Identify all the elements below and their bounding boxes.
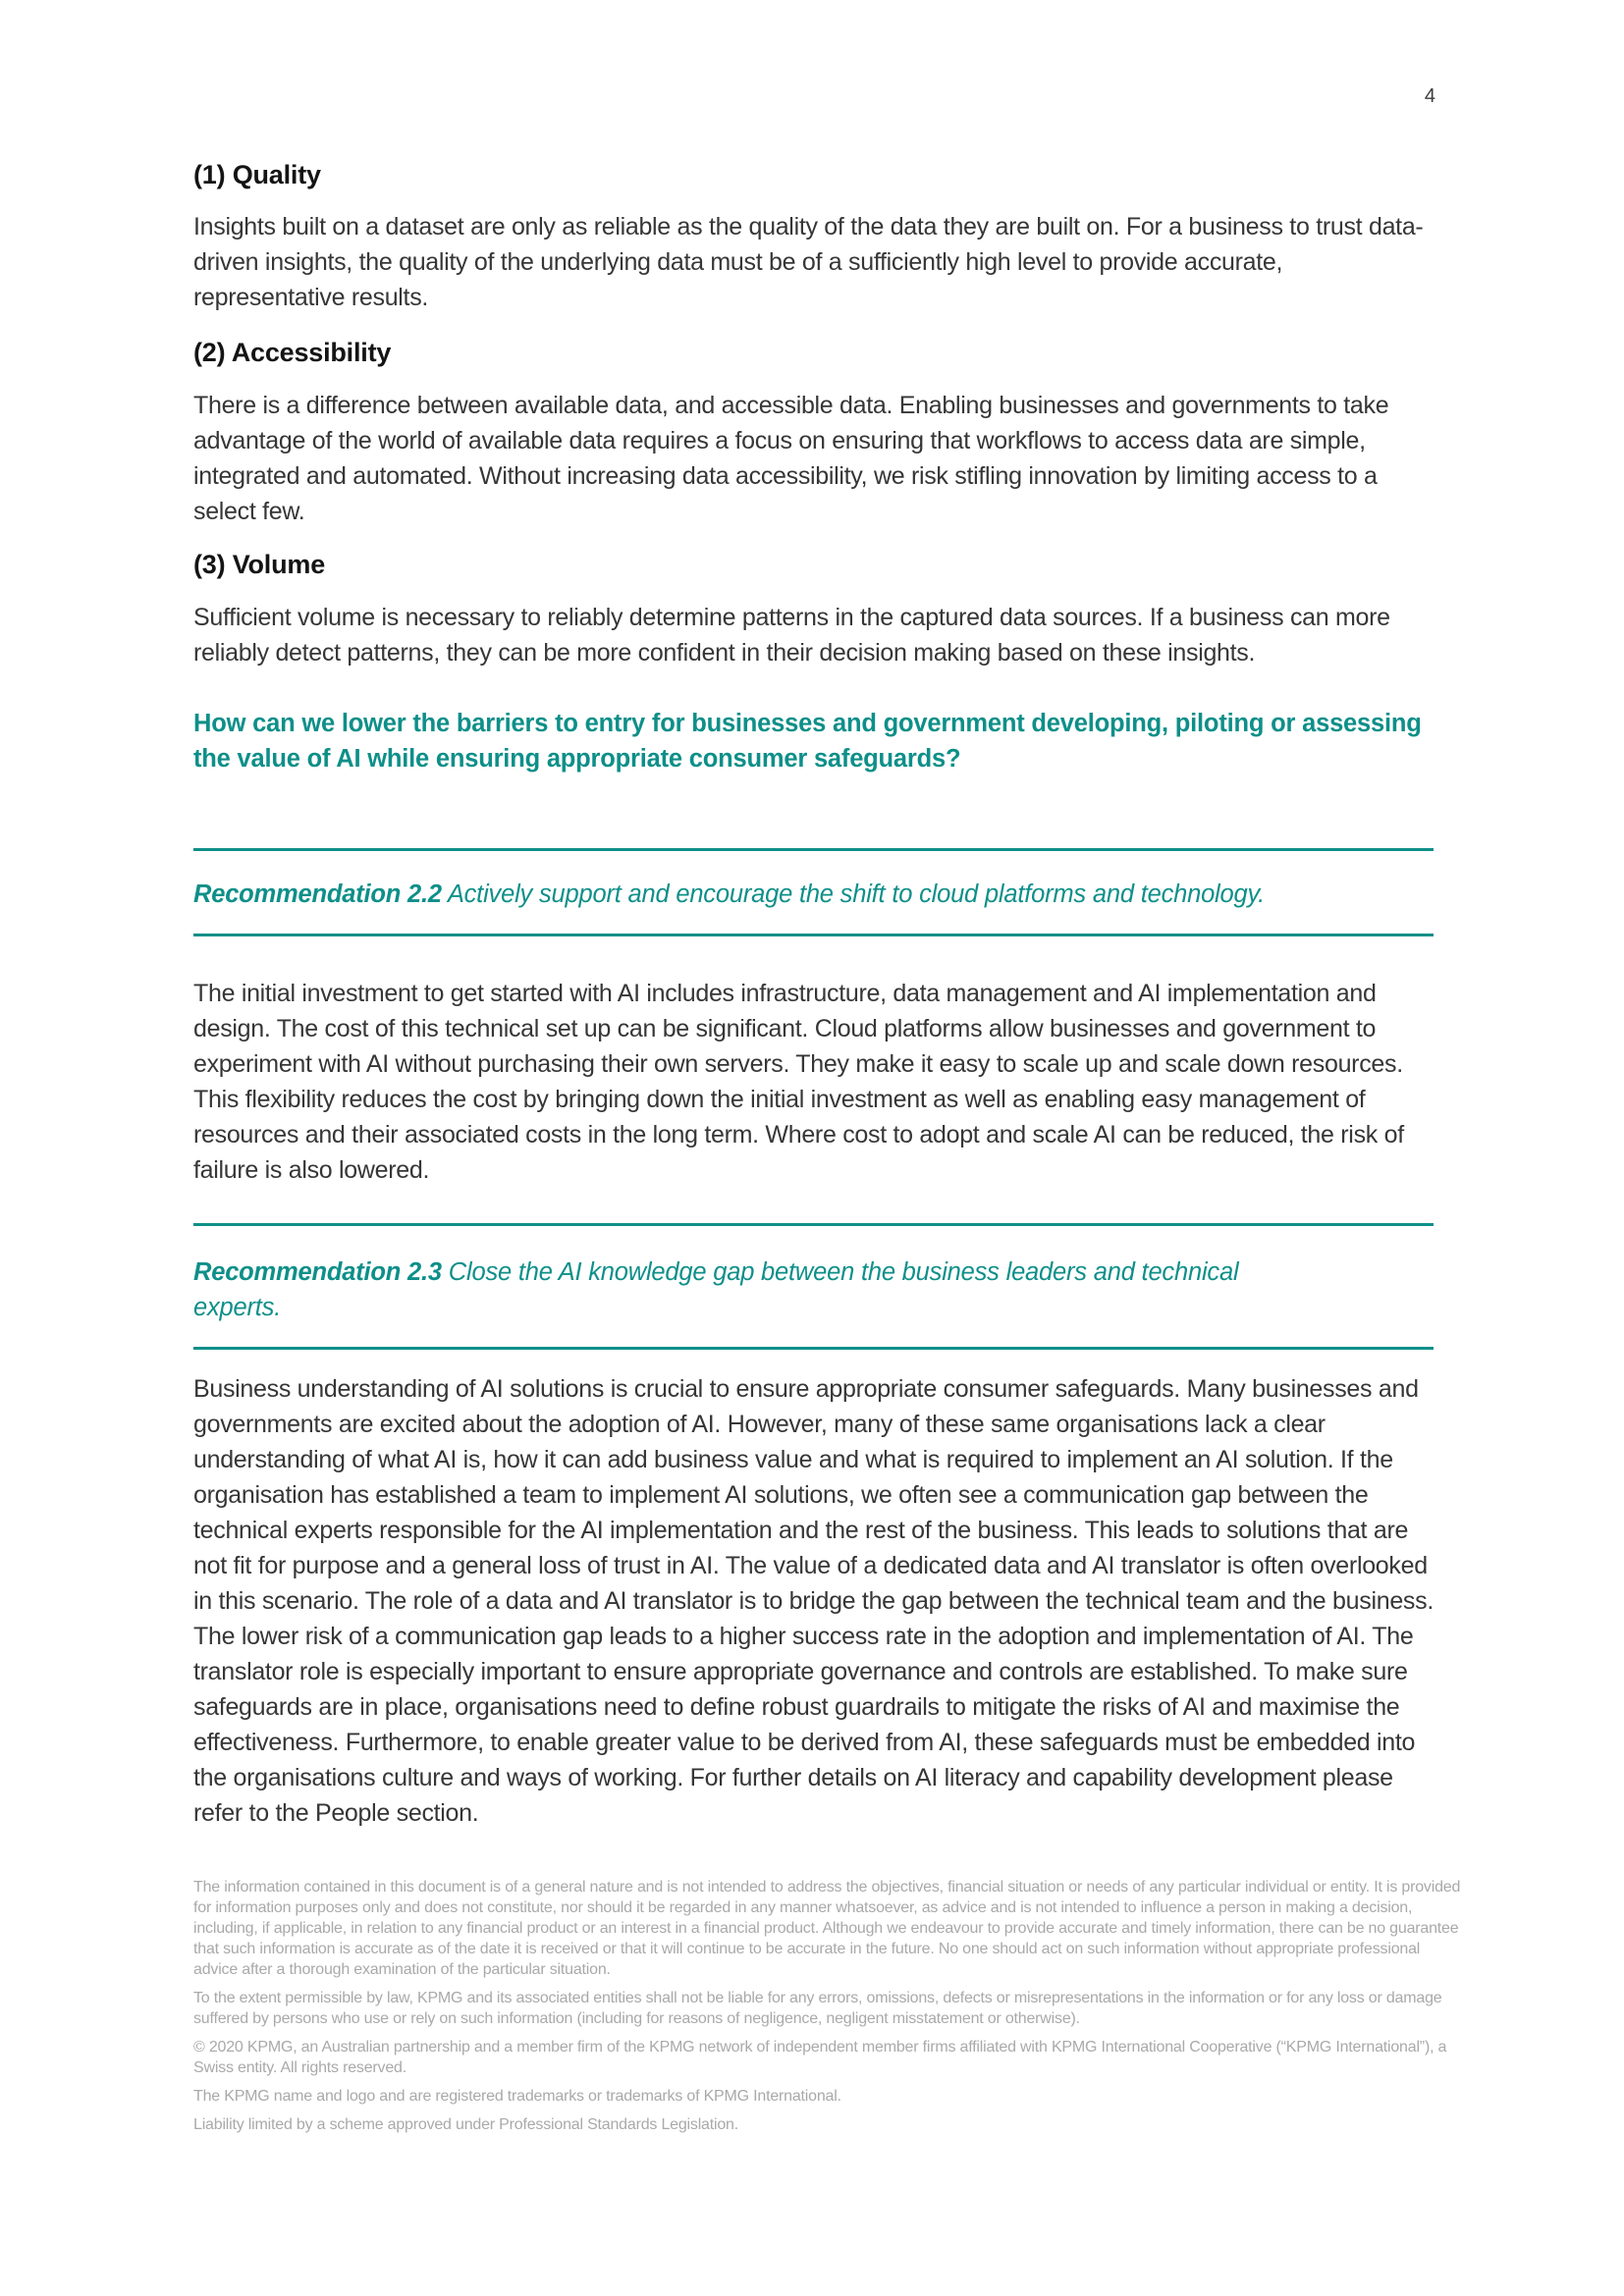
page-content: [193, 0, 1461, 2135]
divider-bottom-rec-2-2: [193, 934, 1434, 936]
footer-disclaimer-liability: To the extent permissible by law, KPMG and its associated entities shall not be liable for any errors, omissions, defects or misrepresentations in the information or for any loss or damage suffered by persons who use or rely on such information (including for reasons of negligence, negligent misstatement or otherwise).: [193, 1990, 1442, 2027]
recommendation-2-3-title: Close the AI knowledge gap between the business leaders and technical experts.: [193, 1258, 1239, 1321]
footer-trademark: The KPMG name and logo and are registered trademarks or trademarks of KPMG International.: [193, 2088, 841, 2105]
key-question: How can we lower the barriers to entry for businesses and government developing, piloting or assessing the value of AI while ensuring appropriate consumer safeguards?: [193, 710, 1422, 773]
paragraph-accessibility: There is a difference between available data, and accessible data. Enabling businesses and governments to take advantage of the world of available data requires a focus on ensuring that workflows to access data are simple, integrated and automated. Without increasing data accessibility, we risk stifling innovation by limiting access to a select few.: [193, 392, 1389, 525]
page-number: 4: [1424, 85, 1435, 107]
paragraph-quality: Insights built on a dataset are only as reliable as the quality of the data they are built on. For a business to trust data-driven insights, the quality of the underlying data must be of a sufficiently high level to provide accurate, representative results.: [193, 213, 1424, 311]
heading-quality: (1) Quality: [193, 160, 321, 189]
recommendation-2-2-heading: [193, 877, 1434, 912]
footer-disclaimer-general: The information contained in this document is of a general nature and is not intended to address the objectives, financial situation or needs of any particular individual or entity. It is provided for information purposes only and does not constitute, nor should it be regarded in any manner whatsoever, as advice and is not intended to influence a person in making a decision, including, if applicable, in relation to any financial product or an interest in a financial product. Although we endeavour to provide accurate and timely information, there can be no guarantee that such information is accurate as of the date it is received or that it will continue to be accurate in the future. No one should act on such information without appropriate professional advice after a thorough examination of the particular situation.: [193, 1879, 1461, 1978]
recommendation-2-2-label: Recommendation 2.2: [193, 881, 442, 908]
divider-top-rec-2-3: [193, 1223, 1434, 1226]
recommendation-2-3-label: Recommendation 2.3: [193, 1258, 442, 1286]
recommendation-2-3-heading: [193, 1255, 1293, 1325]
divider-top-rec-2-2: [193, 848, 1434, 851]
legal-footer: [193, 1877, 1462, 2135]
paragraph-volume: Sufficient volume is necessary to reliably determine patterns in the captured data sources. If a business can more reliably detect patterns, they can be more confident in their decision making based on these insights.: [193, 604, 1390, 667]
footer-copyright: © 2020 KPMG, an Australian partnership and a member firm of the KPMG network of independent member firms affiliated with KPMG International Cooperative (“KPMG International”), a Swiss entity. All rights reserved.: [193, 2039, 1447, 2076]
divider-bottom-rec-2-3: [193, 1347, 1434, 1350]
paragraph-rec-2-3: Business understanding of AI solutions is crucial to ensure appropriate consumer safeguards. Many businesses and governments are excited about the adoption of AI. However, many of these same organisations lack a clear understanding of what AI is, how it can add business value and what is required to implement an AI solution. If the organisation has established a team to implement AI solutions, we often see a communication gap between the technical experts responsible for the AI implementation and the rest of the business. This leads to solutions that are not fit for purpose and a general loss of trust in AI. The value of a dedicated data and AI translator is often overlooked in this scenario. The role of a data and AI translator is to bridge the gap between the technical team and the business. The lower risk of a communication gap leads to a higher success rate in the adoption and implementation of AI. The translator role is especially important to ensure appropriate governance and controls are established. To make sure safeguards are in place, organisations need to define robust guardrails to mitigate the risks of AI and maximise the effectiveness. Furthermore, to enable greater value to be derived from AI, these safeguards must be embedded into the organisations culture and ways of working. For further details on AI literacy and capability development please refer to the People section.: [193, 1375, 1434, 1827]
heading-volume: (3) Volume: [193, 550, 326, 579]
paragraph-rec-2-2: The initial investment to get started with AI includes infrastructure, data management and AI implementation and design. The cost of this technical set up can be significant. Cloud platforms allow businesses and government to experiment with AI without purchasing their own servers. They make it easy to scale up and scale down resources. This flexibility reduces the cost by bringing down the initial investment as well as enabling easy management of resources and their associated costs in the long term. Where cost to adopt and scale AI can be reduced, the risk of failure is also lowered.: [193, 980, 1404, 1184]
recommendation-2-2-title: Actively support and encourage the shift to cloud platforms and technology.: [441, 881, 1266, 908]
footer-liability-scheme: Liability limited by a scheme approved under Professional Standards Legislation.: [193, 2116, 738, 2133]
heading-accessibility: (2) Accessibility: [193, 338, 392, 367]
